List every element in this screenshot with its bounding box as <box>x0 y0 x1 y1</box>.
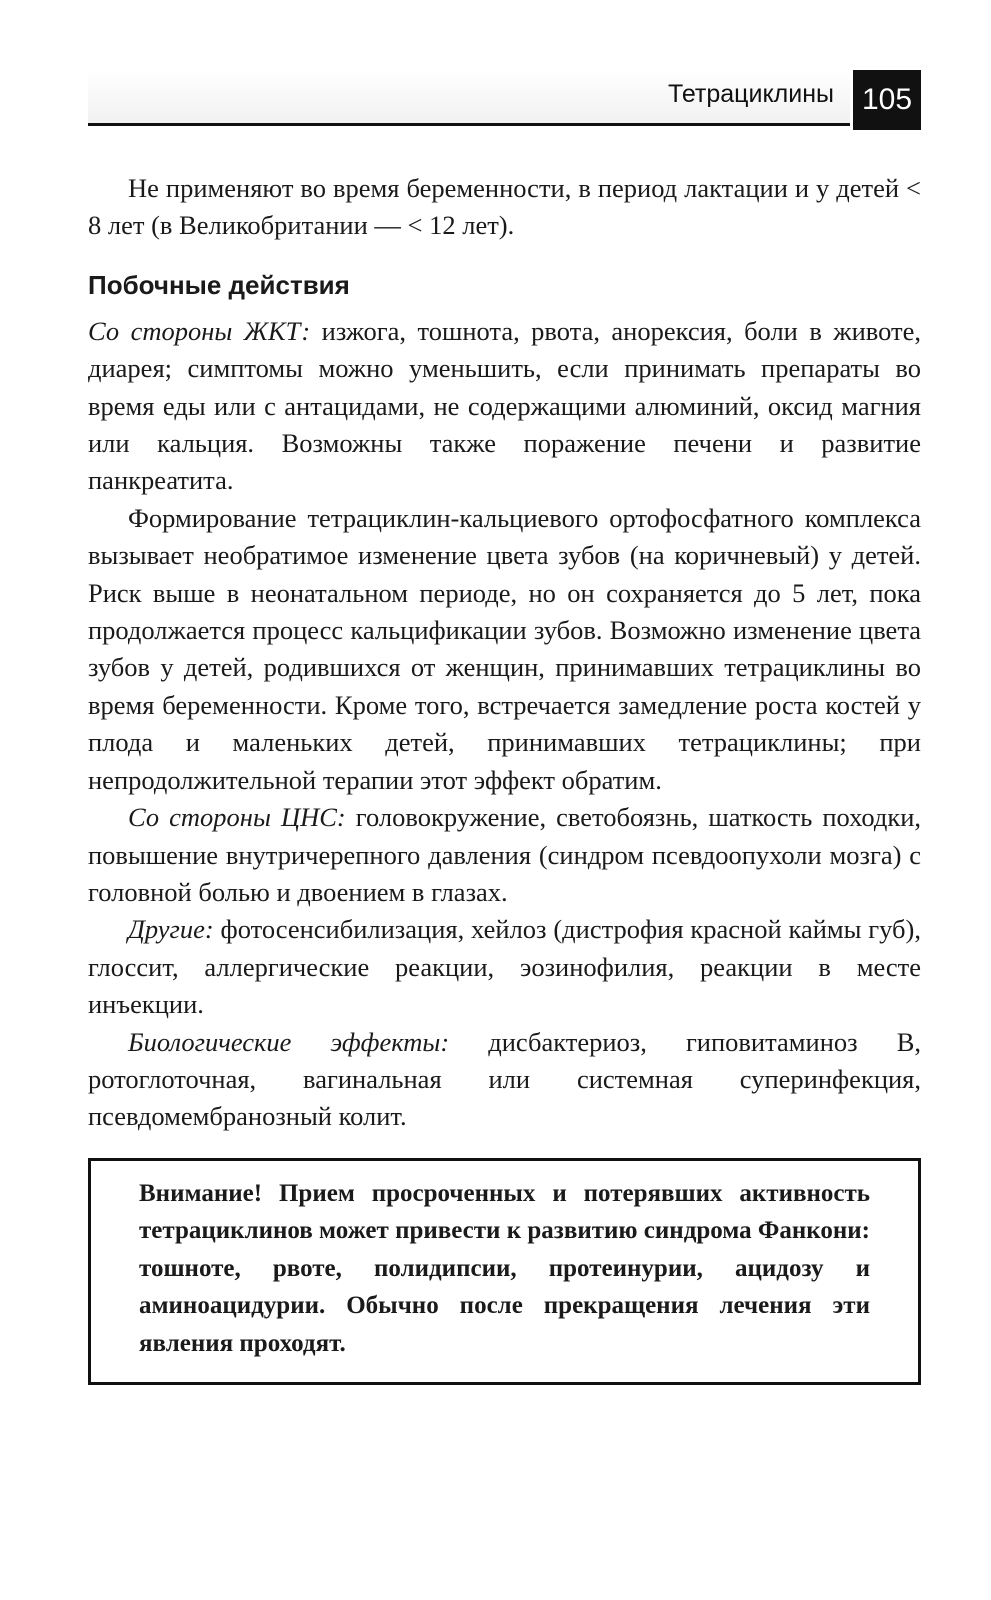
paragraph-cns <box>88 799 921 911</box>
warning-box: Внимание! Прием просроченных и потерявших активность тетрациклинов может привести к развитию синдрома Фанкони: тошноте, рвоте, полидипсии, протеинурии, ацидозу и аминоацидурии. Обычно после прекращения лечения эти явления проходят. <box>88 1158 921 1386</box>
paragraph-biological <box>88 1024 921 1136</box>
paragraph-text: Формирование тетрациклин-кальциевого ортофосфатного комплекса вызывает необратимое изменение цвета зубов (на коричневый) у детей. Риск выше в неонатальном периоде, но он сохраняется до 5 лет, пока продолжается процесс кальцификации зубов. Возможно изменение цвета зубов у детей, родившихся от женщин, принимавших тетрациклины во время беременности. Кроме того, встречается замедление роста костей у плода и маленьких детей, принимавших тетрациклины; при непродолжительной терапии этот эффект обратим. <box>88 502 921 795</box>
header-rule <box>88 70 850 126</box>
chapter-title: Тетрациклины <box>667 80 834 108</box>
book-page <box>88 70 921 1385</box>
paragraph-lead-in: Другие: <box>128 914 214 945</box>
paragraph-other <box>88 911 921 1023</box>
paragraph-teeth <box>88 500 921 799</box>
running-header <box>88 70 921 130</box>
page-number: 105 <box>853 70 921 130</box>
section-heading: Побочные действия <box>88 269 350 300</box>
paragraph-text: изжога, тошнота, рвота, анорексия, боли в животе, диарея; симптомы можно уменьшить, если принимать препараты во время еды или с антацидами, не содержащими алюминий, оксид магния или кальция. Возможны также поражение печени и развитие панкреатита. <box>88 315 921 496</box>
paragraph-lead-in: Биологические эффекты: <box>128 1026 450 1057</box>
paragraph-lead-in: Со стороны ЖКТ: <box>88 315 311 346</box>
intro-paragraph: Не применяют во время беременности, в период лактации и у детей < 8 лет (в Великобритании — < 12 лет). <box>88 173 921 241</box>
paragraph-gi <box>88 313 921 500</box>
paragraph-text: фотосенсибилизация, хейлоз (дистрофия красной каймы губ), глоссит, аллергические реакции, эозинофилия, реакции в месте инъекции. <box>88 914 921 1020</box>
page-body <box>88 170 921 1136</box>
paragraph-text: дисбактериоз, гиповитаминоз В, ротоглоточная, вагинальная или системная суперинфекция, псевдомембранозный колит. <box>88 1026 922 1132</box>
paragraph-lead-in: Со стороны ЦНС: <box>128 802 346 833</box>
paragraph-text: головокружение, светобоязнь, шаткость походки, повышение внутричерепного давления (синдром псевдоопухоли мозга) с головной болью и двоением в глазах. <box>88 802 921 907</box>
